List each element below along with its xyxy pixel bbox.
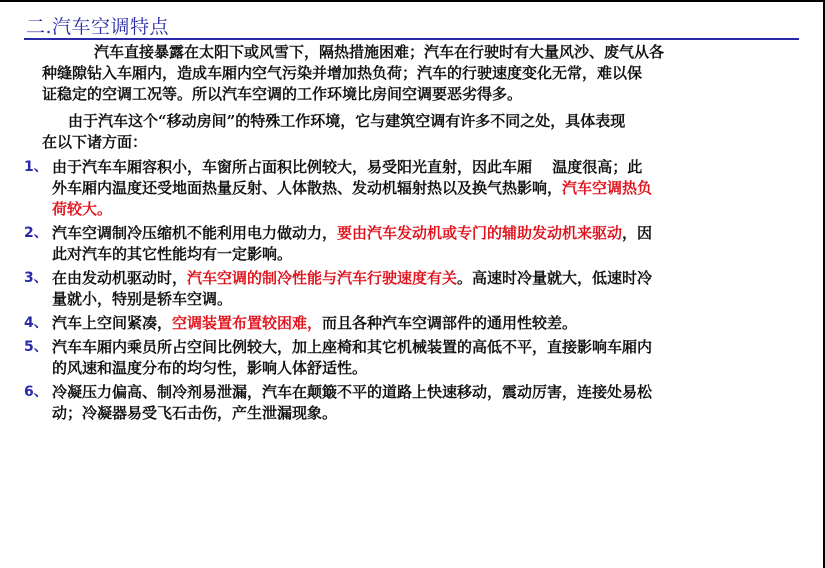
list-number: 3、 [24, 270, 48, 286]
list-item-3 [24, 268, 800, 310]
text-line: 种缝隙钻入车厢内，造成车厢内空气污染并增加热负荷；汽车的行驶速度变化无常，难以保 [42, 64, 643, 82]
text-segment: 。高速时冷量就大，低速时冷 [457, 269, 653, 287]
text-line: 的风速和温度分布的均匀性，影响人体舒适性。 [52, 359, 368, 377]
list-item-1 [24, 157, 800, 220]
list-item-5 [24, 337, 800, 379]
highlight-text: 要由汽车发动机或专门的辅助发动机来驱动 [337, 224, 623, 242]
text-segment: ，因 [622, 224, 653, 242]
highlight-text: 汽车空调的制冷性能与汽车行驶速度有关 [187, 269, 458, 287]
text-segment: 外车厢内温度还受地面热量反射、人体散热、发动机辐射热以及换气热影响， [52, 179, 563, 197]
intro-paragraph-1 [24, 42, 800, 105]
text-segment: 在由发动机驱动时， [52, 269, 188, 287]
list-item-2 [24, 223, 800, 265]
list-item-6 [24, 382, 800, 424]
intro-paragraph-2 [24, 111, 800, 153]
text-line: 量就小，特别是轿车空调。 [52, 290, 233, 308]
text-line: 冷凝压力偏高、制冷剂易泄漏，汽车在颠簸不平的道路上快速移动，震动厉害，连接处易松 [52, 383, 653, 401]
text-line: 证稳定的空调工况等。所以汽车空调的工作环境比房间空调要恶劣得多。 [42, 85, 523, 103]
title-underline [24, 38, 799, 40]
text-line: 在以下诸方面： [42, 133, 148, 151]
highlight-text: 汽车空调热负 [562, 179, 653, 197]
highlight-text: 空调装置布置较困难， [172, 314, 323, 332]
list-number: 1、 [24, 159, 48, 175]
text-segment: 汽车上空间紧凑， [52, 314, 173, 332]
text-line: 汽车直接暴露在太阳下或风雪下，隔热措施困难；汽车在行驶时有大量风沙、废气从各 [94, 43, 665, 61]
text-line: 此对汽车的其它性能均有一定影响。 [52, 245, 293, 263]
frame-top-border [0, 0, 825, 2]
list-item-4 [24, 313, 800, 334]
highlight-text: 荷较大。 [52, 200, 113, 218]
text-line: 由于汽车这个“移动房间”的特殊工作环境，它与建筑空调有许多不同之处，具体表现 [68, 112, 626, 130]
text-segment: 汽车空调制冷压缩机不能利用电力做动力， [52, 224, 338, 242]
text-line: 汽车车厢内乘员所占空间比例较大，加上座椅和其它机械装置的高低不平，直接影响车厢内 [52, 338, 653, 356]
list-number: 5、 [24, 339, 48, 355]
list-number: 4、 [24, 315, 48, 331]
list-number: 6、 [24, 384, 48, 400]
text-line: 由于汽车车厢容积小，车窗所占面积比例较大，易受阳光直射，因此车厢 温度很高；此 [52, 158, 643, 176]
text-line: 动；冷凝器易受飞石击伤，产生泄漏现象。 [52, 404, 338, 422]
slide-title: 二.汽车空调特点 [26, 16, 170, 38]
text-segment: 而且各种汽车空调部件的通用性较差。 [322, 314, 578, 332]
list-number: 2、 [24, 225, 48, 241]
slide-content [24, 42, 800, 424]
